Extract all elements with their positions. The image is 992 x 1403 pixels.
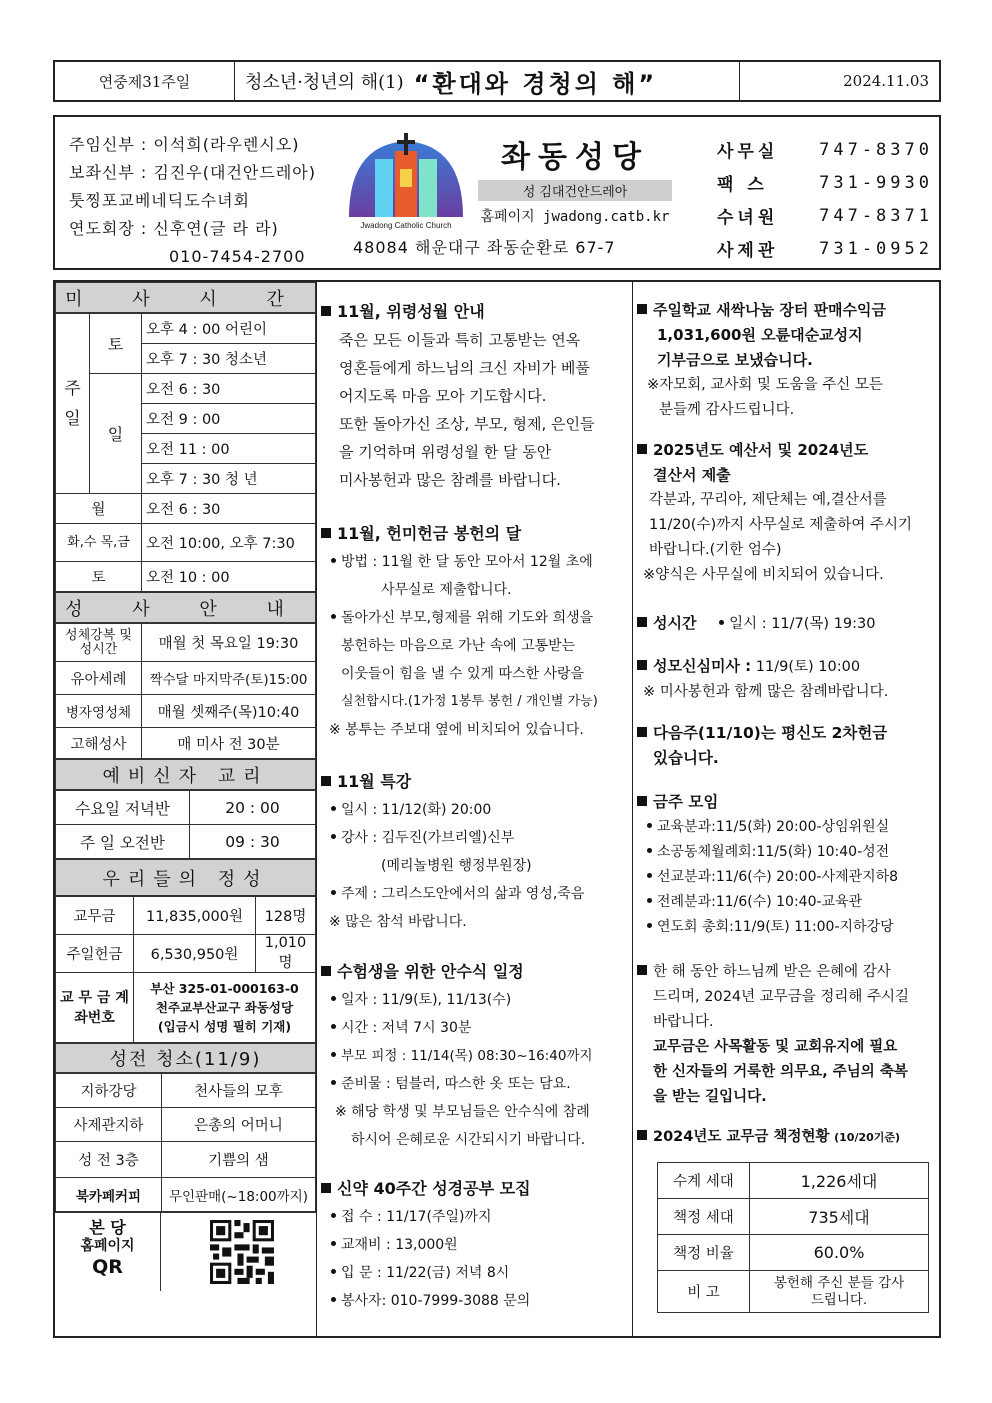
dues-value: 봉헌해 주신 분들 감사드립니다. (750, 1271, 929, 1313)
staff-phone: 010-7454-2700 (169, 247, 306, 266)
mass-times-table (55, 313, 316, 592)
mass-time: 오후 4 : 00 어린이 (142, 314, 316, 344)
sacrament-time: 매 미사 전 30분 (142, 728, 316, 759)
cleaning-area: 사제관지하 (56, 1108, 162, 1142)
sacrament-name: 고해성사 (56, 728, 142, 759)
catechumen-title: 예비신자 교리 (55, 759, 316, 790)
dot-bullet-icon (331, 1241, 336, 1246)
offering-count: 1,010명 (256, 935, 316, 973)
mass-time: 오전 11 : 00 (142, 434, 316, 464)
offering-table (55, 896, 316, 1043)
dot-bullet-icon (647, 873, 652, 878)
dues-value: 735세대 (750, 1199, 929, 1235)
offering-count: 128명 (256, 897, 316, 935)
dot-bullet-icon (331, 558, 336, 563)
notice-budget: 2025년도 예산서 및 2024년도 결산서 제출 각분과, 꾸리아, 제단체는 예,결산서를 11/20(수)까지 사무실로 제출하여 주시기 바랍니다.(기한 엄수) ※양식은 사무실에 비치되어 있습니다. (633, 438, 939, 588)
mass-time: 오후 7 : 30 청 년 (142, 464, 316, 494)
parish-title-block (470, 132, 680, 226)
square-bullet-icon (637, 1130, 647, 1140)
sunday-label: 주일 (56, 314, 90, 494)
catechumen-table (55, 790, 316, 859)
weekday-label: 월 (56, 494, 142, 524)
square-bullet-icon (321, 1183, 331, 1193)
offering-amount: 11,835,000원 (134, 897, 256, 935)
notice-dues: 한 해 동안 하느님께 받은 은혜에 감사 드리며, 2024년 교무금을 정리해 주시길 바랍니다. 교무금은 사목활동 및 교회유지에 필요 한 신자들의 거룩한 의무요, 주님의 축복 을 받는 길입니다. (633, 960, 939, 1110)
dot-bullet-icon (647, 923, 652, 928)
mass-time: 오후 7 : 30 청소년 (142, 344, 316, 374)
square-bullet-icon (321, 306, 331, 316)
mass-time: 오전 6 : 30 (142, 494, 316, 524)
class-time: 09 : 30 (190, 825, 316, 859)
dot-bullet-icon (331, 1269, 336, 1274)
dues-status-table (657, 1162, 929, 1313)
mass-time: 오전 9 : 00 (142, 404, 316, 434)
offering-title: 우리들의 정성 (55, 859, 316, 896)
logo-caption: Jwadong Catholic Church (360, 221, 452, 230)
staff-yeondo: 연도회장 : 신후연(글 라 라) (69, 219, 279, 238)
offering-type: 교무금 (56, 897, 134, 935)
square-bullet-icon (637, 965, 647, 975)
notice-bible-study: 신약 40주간 성경공부 모집 접 수 : 11/17(주일)까지 교재비 : 13,000원 입 문 : 11/22(금) 저녁 8시 봉사자: 010-7999-3088 문의 (317, 1175, 632, 1315)
square-bullet-icon (637, 617, 647, 627)
notices-column-right (633, 282, 939, 1336)
notice-weekly-meetings: 금주 모임 교육분과:11/5(화) 20:00-상임위원실 소공동체월례회:11/5(화) 10:40-성전 선교분과:11/6(수) 20:00-사제관지하8 전례분과:11/6(수) 10:40-교육관 연도회 총회:11/9(토) 11:00-지하강당 (633, 790, 939, 940)
sacraments-title: 성 사 안 내 (55, 592, 316, 623)
square-bullet-icon (637, 304, 647, 314)
square-bullet-icon (321, 776, 331, 786)
notice-market-donation: 주일학교 새싹나눔 장터 판매수익금 1,031,600원 오륜대순교성지 기부금으로 보냈습니다. ※자모회, 교사회 및 도움을 주신 모든 분들께 감사드립니다. (633, 298, 939, 423)
notice-all-souls: 11월, 위령성월 안내 죽은 모든 이들과 특히 고통받는 연옥 영혼들에게 하느님의 크신 자비가 베풀 어지도록 마음 모아 기도합시다. 또한 돌아가신 조상, 부모, 형제, 은인들 을 기억하며 위령성월 한 달 동안 미사봉헌과 많은 참례를 바랍니다. (317, 298, 632, 494)
qr-block (55, 1212, 316, 1290)
dot-bullet-icon (719, 620, 724, 625)
dot-bullet-icon (331, 1080, 336, 1085)
dot-bullet-icon (647, 898, 652, 903)
weekday-label: 토 (56, 562, 142, 592)
notice-holy-hour: 성시간 일시 : 11/7(목) 19:30 (633, 611, 939, 637)
offering-type: 주일헌금 (56, 935, 134, 973)
staff-assistant: 보좌신부 : 김진우(대건안드레아) (69, 163, 316, 182)
cleaning-title: 성전 청소(11/9) (55, 1043, 316, 1073)
notice-offering-month: 11월, 헌미헌금 봉헌의 달 방법 : 11월 한 달 동안 모아서 12월 초에 사무실로 제출합니다. 돌아가신 부모,형제를 위해 기도와 희생을 봉헌하는 마음으로 가난 속에 고통받는 이웃들이 힘을 낼 수 있게 따스한 사랑을 실천합시다.(1가정 1봉투 봉헌 / 개인별 가능) ※ 봉투는 주보대 옆에 비치되어 있습니다. (317, 520, 632, 744)
square-bullet-icon (637, 727, 647, 737)
staff-list (69, 131, 316, 271)
mass-time: 오전 10:00, 오후 7:30 (142, 524, 316, 562)
cleaning-area: 성 전 3층 (56, 1142, 162, 1178)
dues-value: 1,226세대 (750, 1163, 929, 1199)
contact-fax: 팩 스 731-9930 (717, 172, 933, 195)
dues-label: 책정 비율 (658, 1235, 750, 1271)
church-logo-icon (345, 131, 467, 231)
cleaning-area: 지하강당 (56, 1074, 162, 1108)
sacrament-name: 성체강복 및 성시간 (56, 624, 142, 662)
bulletin-body (53, 280, 941, 1338)
weekday-label: 화,수 목,금 (56, 524, 142, 562)
theme-main: “환대와 경청의 해” (413, 69, 658, 98)
sacrament-name: 병자영성체 (56, 695, 142, 728)
dot-bullet-icon (331, 1024, 336, 1029)
class-name: 주 일 오전반 (56, 825, 190, 859)
square-bullet-icon (637, 796, 647, 806)
class-time: 20 : 00 (190, 791, 316, 825)
staff-sisters: 툿찡포교베네딕도수녀회 (69, 191, 251, 210)
dot-bullet-icon (331, 890, 336, 895)
cleaning-group: 무인판매(~18:00까지) (162, 1178, 316, 1212)
contact-list (717, 133, 933, 265)
dot-bullet-icon (331, 614, 336, 619)
saturday-label: 토 (90, 314, 142, 374)
cleaning-group: 기쁨의 샘 (162, 1142, 316, 1178)
sunday-day-label: 일 (90, 374, 142, 494)
yearly-theme (235, 62, 740, 100)
dot-bullet-icon (331, 1213, 336, 1218)
dot-bullet-icon (331, 996, 336, 1001)
dot-bullet-icon (331, 1297, 336, 1302)
contact-convent: 수녀원 747-8371 (717, 205, 933, 228)
schedule-column (55, 282, 317, 1336)
square-bullet-icon (637, 444, 647, 454)
square-bullet-icon (637, 660, 647, 670)
notices-column-middle (317, 282, 633, 1336)
parish-patron: 성 김대건안드레아 (478, 180, 672, 201)
qr-code-icon[interactable] (210, 1220, 274, 1284)
bulletin-date: 2024.11.03 (843, 72, 929, 90)
sacrament-time: 매월 첫 목요일 19:30 (142, 624, 316, 662)
liturgical-week: 연중제31주일 (55, 62, 235, 100)
dues-label: 수계 세대 (658, 1163, 750, 1199)
contact-rectory: 사제관 731-0952 (717, 238, 933, 261)
dues-label: 책정 세대 (658, 1199, 750, 1235)
mass-times-title: 미 사 시 간 (55, 282, 316, 313)
parish-homepage: 홈페이지 jwadong.catb.kr (480, 209, 670, 225)
dues-value: 60.0% (750, 1235, 929, 1271)
sacrament-name: 유아세례 (56, 662, 142, 695)
cleaning-area: 북카페커피 (56, 1178, 162, 1212)
dues-label: 비 고 (658, 1271, 750, 1313)
theme-sub: 청소년·청년의 해(1) (245, 72, 404, 93)
sacrament-time: 짝수달 마지막주(토)15:00 (142, 662, 316, 695)
dot-bullet-icon (331, 1052, 336, 1057)
notice-exam-blessing: 수험생을 위한 안수식 일정 일자 : 11/9(토), 11/13(수) 시간 : 저녁 7시 30분 부모 피정 : 11/14(목) 08:30~16:40까지 준비물 : 텀블러, 따스한 옷 또는 담요. ※ 해당 학생 및 부모님들은 안수식에 참례 하시어 은혜로운 시간되시기 바랍니다. (317, 958, 632, 1154)
qr-label: 본 당 홈페이지 QR (55, 1213, 161, 1291)
notice-second-collection: 다음주(11/10)는 평신도 2차헌금 있습니다. (633, 721, 939, 771)
bulletin-header (53, 60, 941, 102)
parish-info-box (53, 115, 941, 270)
dot-bullet-icon (331, 806, 336, 811)
contact-office: 사무실 747-8370 (717, 139, 933, 162)
cleaning-table (55, 1073, 316, 1212)
square-bullet-icon (321, 966, 331, 976)
sacraments-table (55, 623, 316, 759)
cleaning-group: 천사들의 모후 (162, 1074, 316, 1108)
notice-marian-mass: 성모신심미사 : 11/9(토) 10:00 ※ 미사봉헌과 함께 많은 참례바랍니다. (633, 654, 939, 705)
dues-status: 2024년도 교무금 책정현황 (10/20기준) (633, 1125, 939, 1150)
parish-name: 좌동성당 (501, 140, 649, 175)
account-label: 교 무 금 계좌번호 (56, 973, 134, 1043)
staff-pastor: 주임신부 : 이석희(라우렌시오) (69, 135, 300, 154)
parish-address: 48084 해운대구 좌동순환로 67-7 (353, 238, 616, 257)
account-info: 부산 325-01-000163-0 천주교부산교구 좌동성당 (입금시 성명 필히 기재) (134, 973, 316, 1043)
cleaning-group: 은총의 어머니 (162, 1108, 316, 1142)
sacrament-time: 매월 셋째주(목)10:40 (142, 695, 316, 728)
dot-bullet-icon (331, 834, 336, 839)
mass-time: 오전 10 : 00 (142, 562, 316, 592)
class-name: 수요일 저녁반 (56, 791, 190, 825)
dot-bullet-icon (647, 823, 652, 828)
notice-special-lecture: 11월 특강 일시 : 11/12(화) 20:00 강사 : 김두진(가브리엘)신부 (메리놀병원 행정부원장) 주제 : 그리스도안에서의 삶과 영성,죽음 ※ 많은 참석 바랍니다. (317, 768, 632, 936)
dot-bullet-icon (647, 848, 652, 853)
square-bullet-icon (321, 528, 331, 538)
offering-amount: 6,530,950원 (134, 935, 256, 973)
mass-time: 오전 6 : 30 (142, 374, 316, 404)
